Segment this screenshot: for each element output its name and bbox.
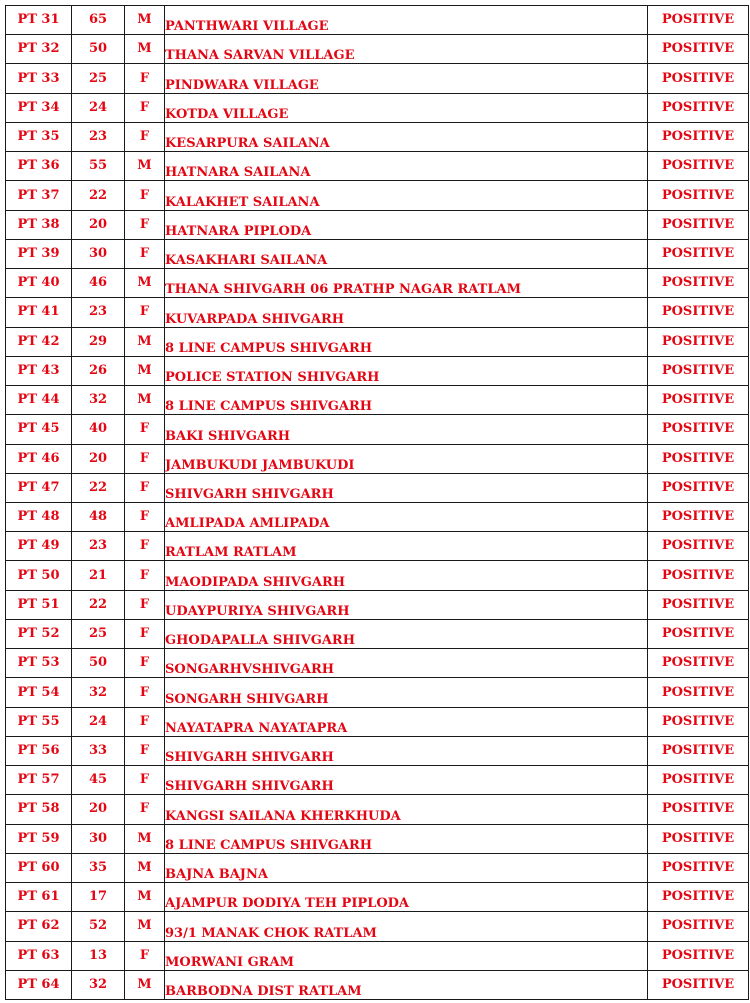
test-result: POSITIVE xyxy=(648,853,749,882)
patient-sex: M xyxy=(125,327,165,356)
patient-age: 65 xyxy=(72,6,125,35)
test-result: POSITIVE xyxy=(648,619,749,648)
patient-sex: M xyxy=(125,853,165,882)
table-row xyxy=(6,853,749,882)
patient-sex: M xyxy=(125,269,165,298)
patient-id: PT 59 xyxy=(6,824,72,853)
patient-sex: F xyxy=(125,93,165,122)
test-result: POSITIVE xyxy=(648,736,749,765)
patient-sex: F xyxy=(125,707,165,736)
patient-sex: F xyxy=(125,532,165,561)
test-result: POSITIVE xyxy=(648,93,749,122)
patient-address: THANA SHIVGARH 06 PRATHP NAGAR RATLAM xyxy=(165,269,648,298)
patient-id: PT 57 xyxy=(6,766,72,795)
test-result: POSITIVE xyxy=(648,912,749,941)
patient-age: 32 xyxy=(72,970,125,999)
table-row xyxy=(6,444,749,473)
table-row xyxy=(6,356,749,385)
test-result: POSITIVE xyxy=(648,152,749,181)
patient-sex: F xyxy=(125,473,165,502)
patient-address: SHIVGARH SHIVGARH xyxy=(165,766,648,795)
patient-sex: F xyxy=(125,619,165,648)
patient-age: 50 xyxy=(72,35,125,64)
patient-id: PT 58 xyxy=(6,795,72,824)
table-row xyxy=(6,532,749,561)
table-row xyxy=(6,6,749,35)
patient-sex: F xyxy=(125,766,165,795)
patient-address: SHIVGARH SHIVGARH xyxy=(165,473,648,502)
table-row xyxy=(6,415,749,444)
patient-id: PT 32 xyxy=(6,35,72,64)
patient-sex: F xyxy=(125,181,165,210)
patient-id: PT 53 xyxy=(6,649,72,678)
patient-id: PT 64 xyxy=(6,970,72,999)
test-result: POSITIVE xyxy=(648,239,749,268)
patient-id: PT 47 xyxy=(6,473,72,502)
table-row xyxy=(6,678,749,707)
patient-id: PT 62 xyxy=(6,912,72,941)
patient-sex: F xyxy=(125,590,165,619)
patient-id: PT 39 xyxy=(6,239,72,268)
patient-age: 30 xyxy=(72,824,125,853)
patient-age: 33 xyxy=(72,736,125,765)
patient-sex: F xyxy=(125,502,165,531)
patient-sex: M xyxy=(125,883,165,912)
table-row xyxy=(6,766,749,795)
test-result: POSITIVE xyxy=(648,386,749,415)
patient-id: PT 45 xyxy=(6,415,72,444)
table-row xyxy=(6,883,749,912)
patient-id: PT 63 xyxy=(6,941,72,970)
patient-address: KANGSI SAILANA KHERKHUDA xyxy=(165,795,648,824)
patient-sex: M xyxy=(125,35,165,64)
patient-age: 32 xyxy=(72,386,125,415)
table-row xyxy=(6,941,749,970)
patient-address: THANA SARVAN VILLAGE xyxy=(165,35,648,64)
table-row xyxy=(6,590,749,619)
patient-age: 35 xyxy=(72,853,125,882)
patient-id: PT 50 xyxy=(6,561,72,590)
patient-id: PT 48 xyxy=(6,502,72,531)
patient-id: PT 34 xyxy=(6,93,72,122)
patient-address: SONGARH SHIVGARH xyxy=(165,678,648,707)
patient-age: 32 xyxy=(72,678,125,707)
patient-id: PT 40 xyxy=(6,269,72,298)
patient-age: 23 xyxy=(72,298,125,327)
test-result: POSITIVE xyxy=(648,970,749,999)
test-result: POSITIVE xyxy=(648,327,749,356)
patient-address: KOTDA VILLAGE xyxy=(165,93,648,122)
patient-age: 21 xyxy=(72,561,125,590)
patient-age: 50 xyxy=(72,649,125,678)
test-result: POSITIVE xyxy=(648,298,749,327)
test-result: POSITIVE xyxy=(648,64,749,93)
patient-address: POLICE STATION SHIVGARH xyxy=(165,356,648,385)
patient-address: PANTHWARI VILLAGE xyxy=(165,6,648,35)
test-result: POSITIVE xyxy=(648,444,749,473)
test-result: POSITIVE xyxy=(648,473,749,502)
patient-id: PT 44 xyxy=(6,386,72,415)
table-row xyxy=(6,327,749,356)
patient-sex: F xyxy=(125,795,165,824)
patient-sex: F xyxy=(125,210,165,239)
patient-address: RATLAM RATLAM xyxy=(165,532,648,561)
patient-id: PT 60 xyxy=(6,853,72,882)
test-result: POSITIVE xyxy=(648,415,749,444)
patient-address: BARBODNA DIST RATLAM xyxy=(165,970,648,999)
table-row xyxy=(6,122,749,151)
patient-sex: F xyxy=(125,64,165,93)
patient-id: PT 33 xyxy=(6,64,72,93)
patient-id: PT 54 xyxy=(6,678,72,707)
patient-age: 48 xyxy=(72,502,125,531)
patient-age: 22 xyxy=(72,181,125,210)
patient-age: 22 xyxy=(72,590,125,619)
patient-age: 25 xyxy=(72,64,125,93)
patient-sex: M xyxy=(125,6,165,35)
patient-age: 23 xyxy=(72,122,125,151)
patient-address: JAMBUKUDI JAMBUKUDI xyxy=(165,444,648,473)
patient-age: 45 xyxy=(72,766,125,795)
patient-age: 20 xyxy=(72,210,125,239)
patient-address: AJAMPUR DODIYA TEH PIPLODA xyxy=(165,883,648,912)
patient-id: PT 43 xyxy=(6,356,72,385)
patient-sex: M xyxy=(125,970,165,999)
patient-address: MAODIPADA SHIVGARH xyxy=(165,561,648,590)
patient-address: AMLIPADA AMLIPADA xyxy=(165,502,648,531)
table-row xyxy=(6,649,749,678)
test-result: POSITIVE xyxy=(648,532,749,561)
table-row xyxy=(6,561,749,590)
patient-id: PT 36 xyxy=(6,152,72,181)
patient-address: 8 LINE CAMPUS SHIVGARH xyxy=(165,386,648,415)
test-result: POSITIVE xyxy=(648,181,749,210)
patient-address: SHIVGARH SHIVGARH xyxy=(165,736,648,765)
test-result: POSITIVE xyxy=(648,269,749,298)
patient-id: PT 42 xyxy=(6,327,72,356)
patient-sex: M xyxy=(125,386,165,415)
patient-address: HATNARA PIPLODA xyxy=(165,210,648,239)
test-result: POSITIVE xyxy=(648,35,749,64)
patient-address: 8 LINE CAMPUS SHIVGARH xyxy=(165,327,648,356)
patient-address: BAJNA BAJNA xyxy=(165,853,648,882)
test-result: POSITIVE xyxy=(648,883,749,912)
test-result: POSITIVE xyxy=(648,6,749,35)
table-row xyxy=(6,93,749,122)
patient-id: PT 35 xyxy=(6,122,72,151)
patient-address: SONGARHVSHIVGARH xyxy=(165,649,648,678)
patient-age: 24 xyxy=(72,93,125,122)
test-result: POSITIVE xyxy=(648,766,749,795)
patient-sex: M xyxy=(125,824,165,853)
patient-address: BAKI SHIVGARH xyxy=(165,415,648,444)
table-row xyxy=(6,269,749,298)
table-row xyxy=(6,736,749,765)
patient-age: 22 xyxy=(72,473,125,502)
patient-sex: F xyxy=(125,444,165,473)
test-result: POSITIVE xyxy=(648,678,749,707)
table-row xyxy=(6,473,749,502)
patient-address: UDAYPURIYA SHIVGARH xyxy=(165,590,648,619)
patient-age: 24 xyxy=(72,707,125,736)
patient-age: 13 xyxy=(72,941,125,970)
patient-id: PT 55 xyxy=(6,707,72,736)
test-result: POSITIVE xyxy=(648,649,749,678)
patient-sex: M xyxy=(125,152,165,181)
patient-age: 29 xyxy=(72,327,125,356)
patient-id: PT 38 xyxy=(6,210,72,239)
patient-table-body xyxy=(6,6,749,1000)
patient-id: PT 61 xyxy=(6,883,72,912)
patient-address: KASAKHARI SAILANA xyxy=(165,239,648,268)
patient-id: PT 41 xyxy=(6,298,72,327)
patient-address: 93/1 MANAK CHOK RATLAM xyxy=(165,912,648,941)
patient-id: PT 31 xyxy=(6,6,72,35)
table-row xyxy=(6,795,749,824)
patient-age: 40 xyxy=(72,415,125,444)
table-row xyxy=(6,210,749,239)
patient-sex: F xyxy=(125,941,165,970)
patient-address: NAYATAPRA NAYATAPRA xyxy=(165,707,648,736)
patient-address: PINDWARA VILLAGE xyxy=(165,64,648,93)
patient-id: PT 51 xyxy=(6,590,72,619)
patient-id: PT 37 xyxy=(6,181,72,210)
table-row xyxy=(6,181,749,210)
table-row xyxy=(6,152,749,181)
table-row xyxy=(6,35,749,64)
table-row xyxy=(6,239,749,268)
patient-address: 8 LINE CAMPUS SHIVGARH xyxy=(165,824,648,853)
patient-age: 23 xyxy=(72,532,125,561)
patient-address: KESARPURA SAILANA xyxy=(165,122,648,151)
test-result: POSITIVE xyxy=(648,502,749,531)
table-row xyxy=(6,912,749,941)
table-row xyxy=(6,970,749,999)
patient-age: 55 xyxy=(72,152,125,181)
table-row xyxy=(6,298,749,327)
patient-age: 52 xyxy=(72,912,125,941)
test-result: POSITIVE xyxy=(648,941,749,970)
table-row xyxy=(6,619,749,648)
patient-age: 26 xyxy=(72,356,125,385)
patient-sex: F xyxy=(125,678,165,707)
patient-sex: F xyxy=(125,561,165,590)
test-result: POSITIVE xyxy=(648,210,749,239)
test-result: POSITIVE xyxy=(648,824,749,853)
patient-age: 25 xyxy=(72,619,125,648)
patient-age: 20 xyxy=(72,795,125,824)
patient-age: 30 xyxy=(72,239,125,268)
test-result: POSITIVE xyxy=(648,590,749,619)
patient-address: KALAKHET SAILANA xyxy=(165,181,648,210)
test-result: POSITIVE xyxy=(648,122,749,151)
test-result: POSITIVE xyxy=(648,707,749,736)
patient-sex: M xyxy=(125,912,165,941)
test-result: POSITIVE xyxy=(648,356,749,385)
patient-address: HATNARA SAILANA xyxy=(165,152,648,181)
patient-address: GHODAPALLA SHIVGARH xyxy=(165,619,648,648)
patient-id: PT 49 xyxy=(6,532,72,561)
patient-age: 20 xyxy=(72,444,125,473)
test-result: POSITIVE xyxy=(648,561,749,590)
patient-sex: F xyxy=(125,122,165,151)
patient-address: KUVARPADA SHIVGARH xyxy=(165,298,648,327)
test-result: POSITIVE xyxy=(648,795,749,824)
patient-age: 17 xyxy=(72,883,125,912)
table-row xyxy=(6,707,749,736)
patient-id: PT 46 xyxy=(6,444,72,473)
patient-sex: F xyxy=(125,736,165,765)
table-row xyxy=(6,386,749,415)
patient-sex: F xyxy=(125,649,165,678)
patient-sex: M xyxy=(125,356,165,385)
table-row xyxy=(6,502,749,531)
patient-sex: F xyxy=(125,298,165,327)
patient-sex: F xyxy=(125,415,165,444)
table-row xyxy=(6,64,749,93)
patient-id: PT 56 xyxy=(6,736,72,765)
patient-id: PT 52 xyxy=(6,619,72,648)
patient-sex: F xyxy=(125,239,165,268)
patient-table xyxy=(5,5,749,1000)
patient-address: MORWANI GRAM xyxy=(165,941,648,970)
table-row xyxy=(6,824,749,853)
patient-age: 46 xyxy=(72,269,125,298)
